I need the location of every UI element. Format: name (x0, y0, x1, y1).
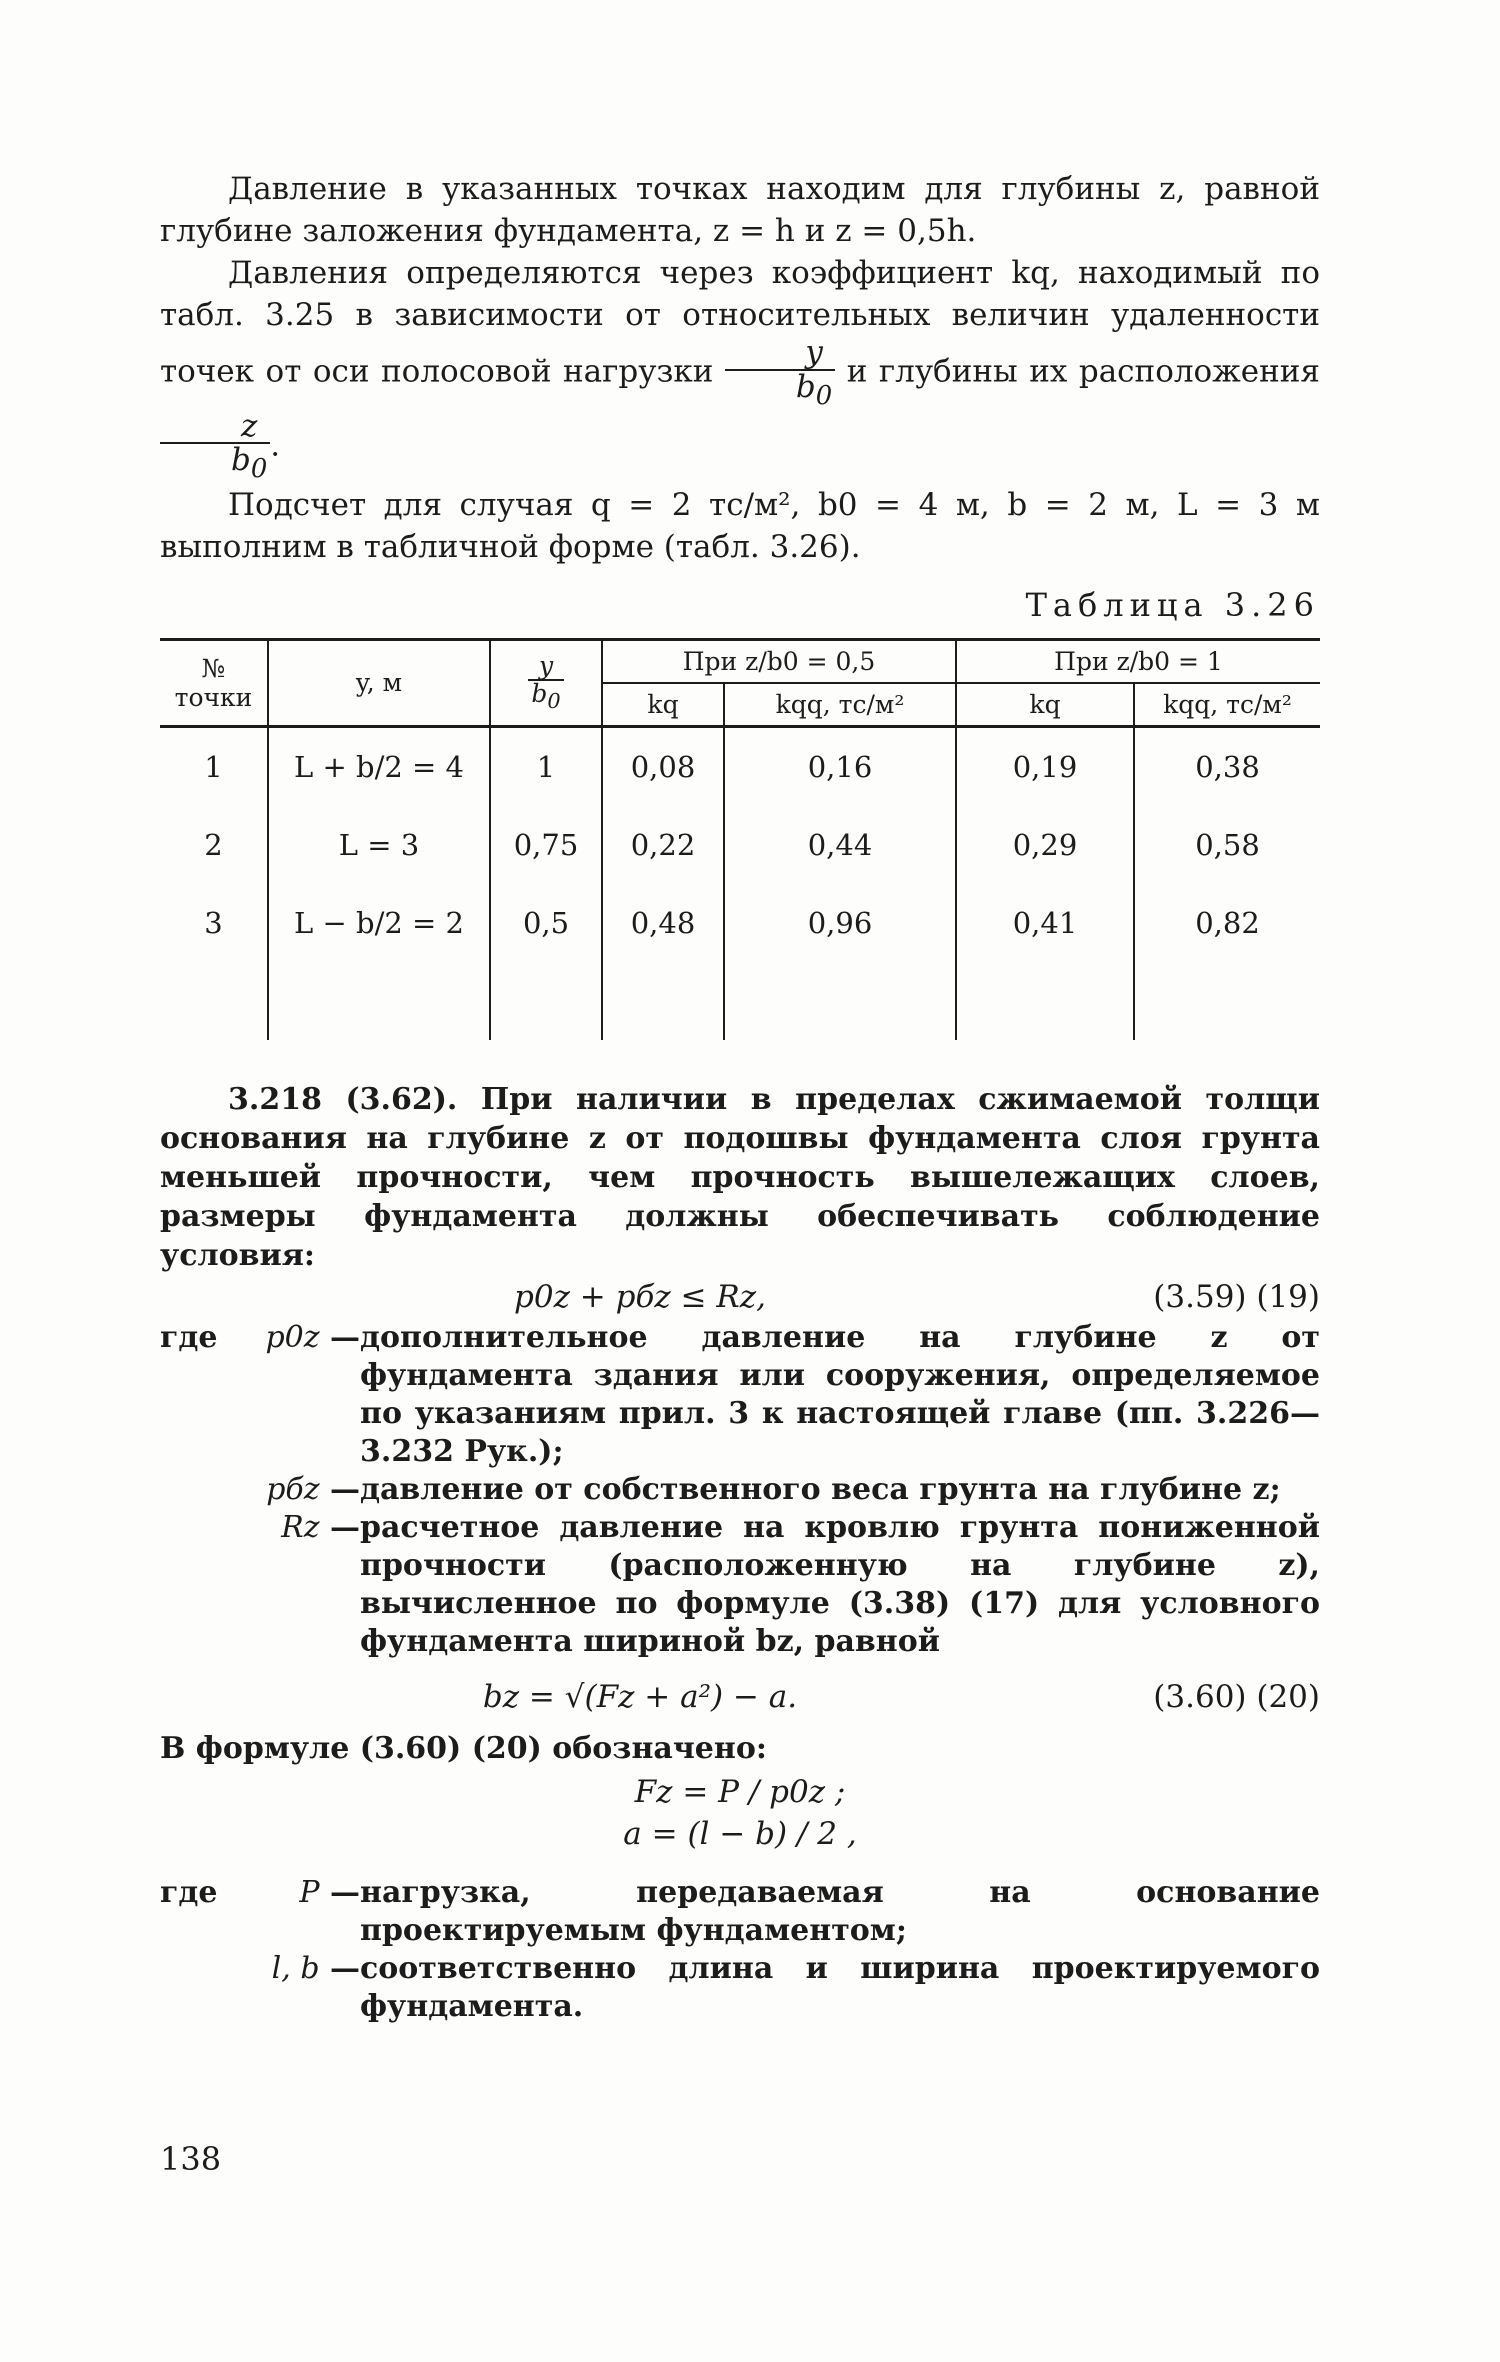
definition-item: pбz — давление от собственного веса грунта на глубине z; (160, 1471, 1320, 1509)
formula-3-59 (160, 1279, 1320, 1315)
table-row (160, 884, 1320, 962)
equation-fz: Fz = P / p0z ; (634, 1773, 846, 1810)
header-kq-2: kq (956, 683, 1134, 727)
cell-kqq2: 0,38 (1134, 726, 1320, 806)
definition-text: нагрузка, передаваемая на основание проектируемым фундаментом; (360, 1874, 1320, 1948)
notation-heading: В формуле (3.60) (20) обозначено: (160, 1730, 767, 1766)
header-group-0-5: При z/b0 = 0,5 (602, 639, 956, 683)
formula-3-59-expr: p0z + pбz ≤ Rz, (514, 1278, 766, 1315)
paragraph-2-text-a: Давления определяются через коэффициент kq, находимый по табл. 3.25 в зависимости от относительных величин удаленности точек от оси полосовой нагрузки (160, 255, 1320, 390)
cell-kqq1: 0,16 (724, 726, 956, 806)
header-kq-1: kq (602, 683, 724, 727)
formula-3-60 (160, 1679, 1320, 1715)
header-point-no: № точки (160, 639, 268, 726)
paragraph-2: Давления определяются через коэффициент kq, находимый по табл. 3.25 в зависимости от относительных величин удаленности точек от оси полосовой нагрузки $\frac{y}{b_0}$ и глубины их расположения $\frac{z}{b_0}$ . (160, 255, 1320, 485)
table-caption: Таблица 3.26 (1025, 585, 1320, 624)
cell-y: L = 3 (268, 806, 490, 884)
cell-kq1: 0,22 (602, 806, 724, 884)
definition-text: расчетное давление на кровлю грунта пониженной прочности (расположенную на глубине z), вычисленное по формуле (3.38) (17) для условного фундамента шириной bz, равной (360, 1509, 1320, 1659)
cell-kq2: 0,41 (956, 884, 1134, 962)
fraction-y-b0: $\frac{y}{b_0}$ (725, 336, 835, 410)
definition-item: где P — нагрузка, передаваемая на основание проектируемым фундаментом; (160, 1874, 1320, 1948)
paragraph-3: Подсчет для случая q = 2 тс/м², b0 = 4 м, b = 2 м, L = 3 м выполним в табличной форме (табл. 3.26). (160, 486, 1320, 565)
header-kqq-2: kqq, тс/м² (1134, 683, 1320, 727)
definition-symbol: P (299, 1874, 320, 1910)
page-body (160, 168, 1320, 2026)
header-y-b0: $\frac{y}{b_0}$ (490, 639, 602, 726)
header-group-1: При z/b0 = 1 (956, 639, 1320, 683)
cell-kqq2: 0,58 (1134, 806, 1320, 884)
fraction-z-b0: $\frac{z}{b_0}$ (160, 410, 270, 484)
table-3-26 (160, 638, 1320, 1040)
cell-y: L + b/2 = 4 (268, 726, 490, 806)
cell-y: L − b/2 = 2 (268, 884, 490, 962)
cell-kqq1: 0,44 (724, 806, 956, 884)
header-y: y, м (268, 639, 490, 726)
cell-kqq1: 0,96 (724, 884, 956, 962)
definitions-1 (160, 1319, 1320, 1661)
cell-no: 3 (204, 905, 223, 940)
definition-text: давление от собственного веса грунта на глубине z; (360, 1471, 1281, 1507)
formula-3-60-number: (3.60) (20) (1153, 1678, 1320, 1715)
definition-text: дополнительное давление на глубине z от фундамента здания или сооружения, определяемое по указаниям прил. 3 к настоящей главе (пп. 3.226—3.232 Рук.); (360, 1319, 1320, 1469)
definition-item: где p0z — дополнительное давление на глубине z от фундамента здания или сооружения, определяемое по указаниям прил. 3 к настоящей главе (пп. 3.226—3.232 Рук.); (160, 1319, 1320, 1469)
definition-item: Rz — расчетное давление на кровлю грунта пониженной прочности (расположенную на глубине z), вычисленное по формуле (3.38) (17) для условного фундамента шириной bz, равной (281, 1509, 1320, 1659)
section-3-218: 3.218 (3.62). При наличии в пределах сжимаемой толщи основания на глубине z от подошвы фундамента слоя грунта меньшей прочности, чем прочность вышележащих слоев, размеры фундамента должны обеспечивать соблюдение условия: (160, 1081, 1320, 1273)
cell-kq2: 0,29 (956, 806, 1134, 884)
where-label: где (160, 1874, 218, 1910)
cell-kq2: 0,19 (956, 726, 1134, 806)
definition-symbol: Rz (281, 1509, 320, 1545)
equation-a: a = (l − b) / 2 , (623, 1815, 857, 1852)
definitions-2 (160, 1874, 1320, 2026)
where-label: где (160, 1319, 218, 1355)
definition-symbol: l, b (271, 1950, 320, 1986)
cell-ratio: 0,5 (490, 884, 602, 962)
paragraph-2-text-b: и глубины их расположения (846, 353, 1320, 390)
table-row (160, 806, 1320, 884)
table-row (160, 726, 1320, 806)
definition-symbol: p0z (265, 1319, 320, 1355)
formula-3-59-number: (3.59) (19) (1153, 1278, 1320, 1315)
cell-no: 1 (204, 749, 223, 784)
page-number: 138 (160, 2140, 222, 2178)
cell-kq1: 0,08 (602, 726, 724, 806)
definition-text: соответственно длина и ширина проектируемого фундамента. (360, 1950, 1320, 2024)
cell-kq1: 0,48 (602, 884, 724, 962)
definition-symbol: pбz (266, 1471, 320, 1507)
cell-ratio: 1 (490, 726, 602, 806)
formula-3-60-expr: bz = √(Fz + a²) − a. (482, 1678, 798, 1715)
header-kqq-1: kqq, тс/м² (724, 683, 956, 727)
definition-item: l, b — соответственно длина и ширина проектируемого фундамента. (271, 1950, 1320, 2024)
cell-kqq2: 0,82 (1134, 884, 1320, 962)
cell-no: 2 (204, 827, 223, 862)
cell-ratio: 0,75 (490, 806, 602, 884)
paragraph-1: Давление в указанных точках находим для глубины z, равной глубине заложения фундамента, z = h и z = 0,5h. (160, 171, 1320, 249)
